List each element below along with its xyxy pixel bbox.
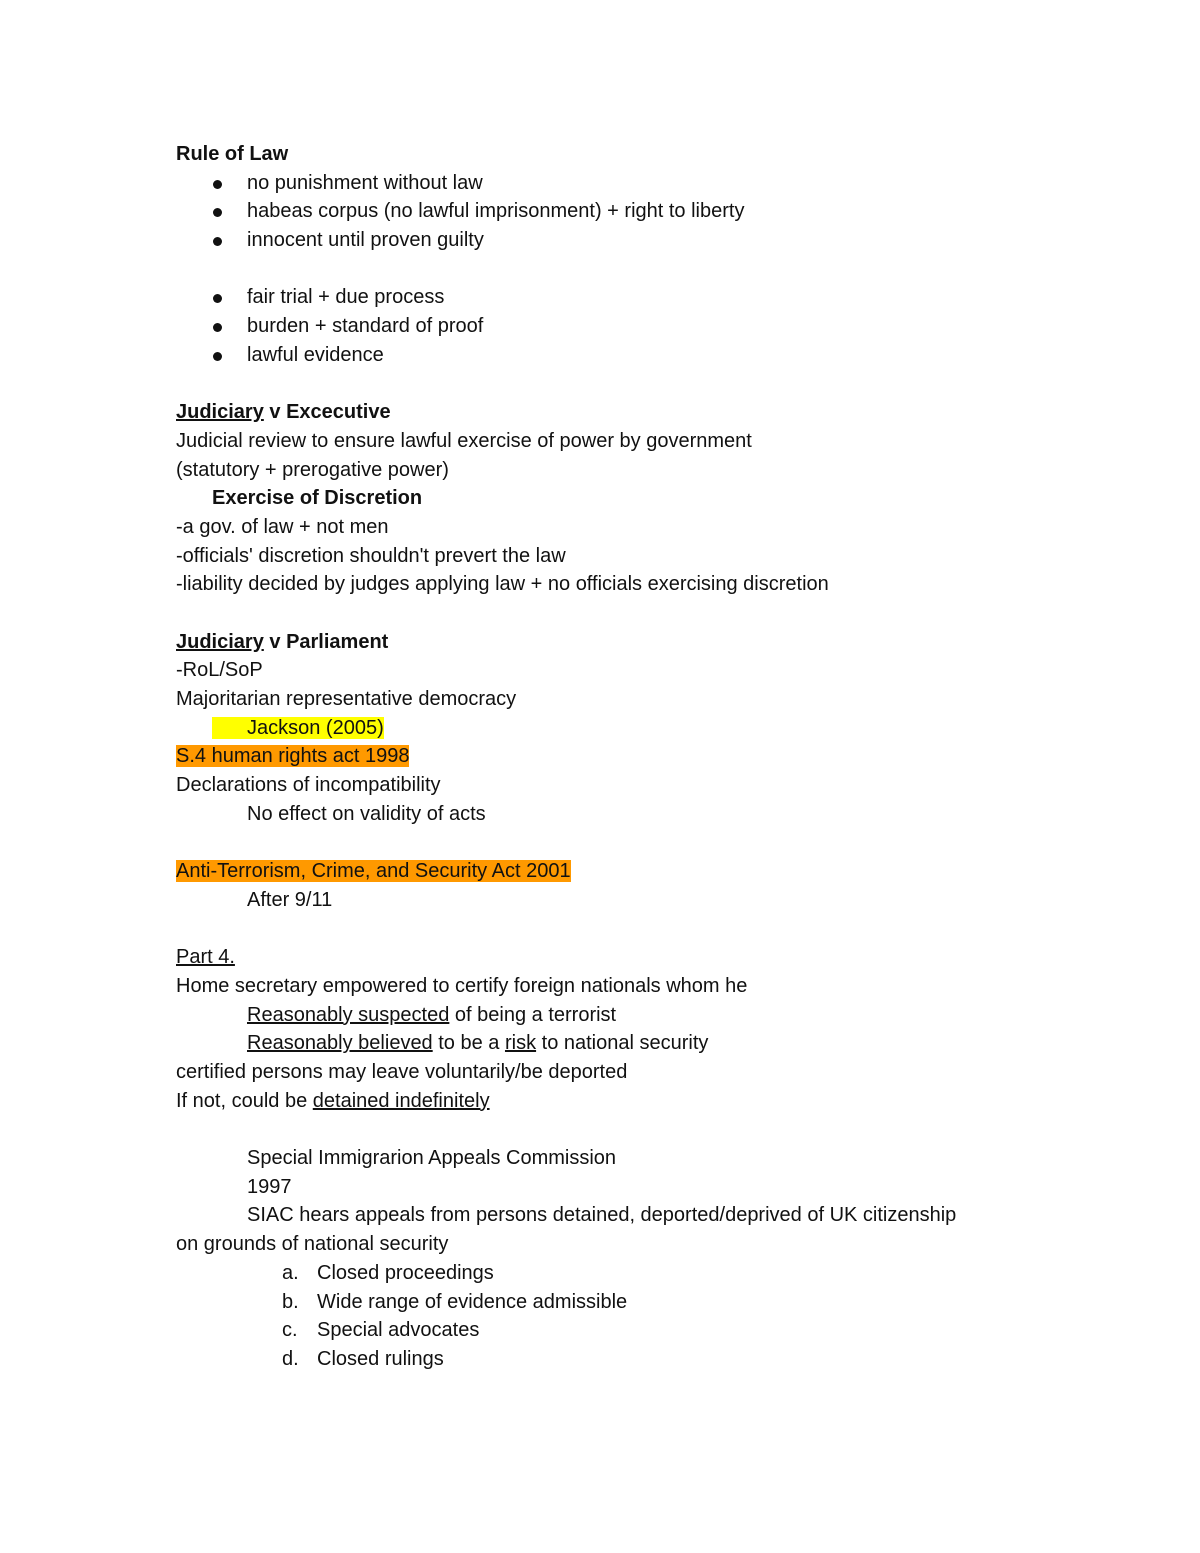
majoritarian-line: Majoritarian representative democracy xyxy=(176,688,517,711)
siac-grounds-line: on grounds of national security xyxy=(176,1233,449,1256)
declarations-line: Declarations of incompatibility xyxy=(176,774,441,797)
believed-line: Reasonably believed to be a risk to national security xyxy=(247,1032,709,1055)
home-secretary-line: Home secretary empowered to certify foreign nationals whom he xyxy=(176,974,748,997)
bullet-item: fair trial + due process xyxy=(176,283,1076,312)
if-not-line: If not, could be detained indefinitely xyxy=(176,1089,490,1112)
subheading-exercise-of-discretion: Exercise of Discretion xyxy=(212,487,423,510)
siac-hears-line: SIAC hears appeals from persons detained, deported/deprived of UK citizenship xyxy=(247,1204,957,1227)
siac-year-line: 1997 xyxy=(247,1175,292,1198)
bullet-icon xyxy=(213,323,222,332)
heading-judiciary-v-parliament: Judiciary v Parliament xyxy=(176,630,389,653)
hra-line xyxy=(176,742,1076,771)
bullet-item: burden + standard of proof xyxy=(176,312,1076,341)
suspected-line: Reasonably suspected of being a terrorist xyxy=(247,1003,617,1026)
after-911-line: After 9/11 xyxy=(247,888,333,911)
bullet-item: lawful evidence xyxy=(176,341,1076,370)
judicial-review-line: Judicial review to ensure lawful exercise of power by government xyxy=(176,429,752,452)
statutory-line: (statutory + prerogative power) xyxy=(176,458,449,481)
leave-line: certified persons may leave voluntarily/be deported xyxy=(176,1061,628,1083)
bullet-icon xyxy=(213,237,222,246)
bullet-icon xyxy=(213,352,222,361)
heading-rule-of-law: Rule of Law xyxy=(176,143,289,165)
bullet-item: innocent until proven guilty xyxy=(176,226,1076,255)
siac-name-line: Special Immigrarion Appeals Commission xyxy=(247,1147,617,1170)
heading-judiciary-v-executive: Judiciary v Excecutive xyxy=(176,401,391,424)
jackson-case-highlight: Jackson (2005) xyxy=(212,717,384,739)
discretion-point: -officials' discretion shouldn't prevert the law xyxy=(176,544,566,567)
jackson-case-line xyxy=(176,714,1076,743)
list-item: d. Closed rulings xyxy=(282,1347,444,1370)
list-item: a. Closed proceedings xyxy=(282,1261,494,1284)
discretion-point: -liability decided by judges applying law + no officials exercising discretion xyxy=(176,573,829,596)
bullet-icon xyxy=(213,208,222,217)
discretion-point: -a gov. of law + not men xyxy=(176,515,389,538)
rol-sop-line: -RoL/SoP xyxy=(176,659,263,682)
list-item: c. Special advocates xyxy=(282,1319,480,1342)
atcsa-title-line xyxy=(176,857,1076,886)
bullet-icon xyxy=(213,294,222,303)
no-effect-line: No effect on validity of acts xyxy=(247,802,486,825)
atcsa-highlight: Anti-Terrorism, Crime, and Security Act 2001 xyxy=(176,860,571,883)
list-item: b. Wide range of evidence admissible xyxy=(282,1290,628,1313)
bullet-icon xyxy=(213,180,222,189)
document-page xyxy=(176,140,1076,1374)
hra-highlight: S.4 human rights act 1998 xyxy=(176,745,410,768)
bullet-item: no punishment without law xyxy=(176,169,1076,198)
bullet-item: habeas corpus (no lawful imprisonment) + right to liberty xyxy=(176,197,1076,226)
heading-part-4: Part 4. xyxy=(176,946,235,969)
